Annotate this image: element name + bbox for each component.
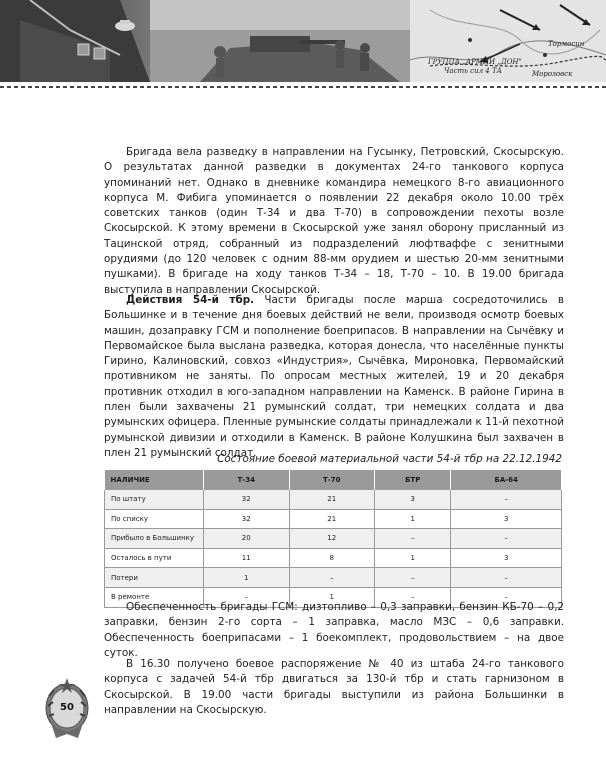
table-row bbox=[105, 568, 562, 588]
paragraph-fuel-supply: Обеспеченность бригады ГСМ: дизтопливо – 0,3 заправки, бензин КБ-70 – 0,2 заправки, бензин 2-го сорта – 1 заправка, масло МЗС – 0,6 заправки. Обеспеченность боеприпасами – 1 боекомплект, продовольствием – на двое суток. bbox=[104, 601, 564, 659]
table-header-row bbox=[105, 470, 562, 490]
map-label: ГРУППА „АРМИИ „ДОН" bbox=[428, 58, 522, 66]
table-row bbox=[105, 529, 562, 549]
table-cell: – bbox=[375, 568, 451, 588]
table-cell: 1 bbox=[375, 509, 451, 529]
table-header-cell: Т-34 bbox=[204, 470, 290, 490]
banner-photo-collage bbox=[0, 0, 606, 82]
table-cell: 32 bbox=[204, 490, 290, 509]
table-cell: 1 bbox=[289, 587, 375, 607]
map-label: Часть сил 4 ТА bbox=[444, 67, 502, 75]
table-cell: 3 bbox=[451, 548, 562, 568]
table-cell: 21 bbox=[289, 509, 375, 529]
table-cell: 1 bbox=[375, 548, 451, 568]
paragraph-reconnaissance: Бригада вела разведку в направлении на Гусынку, Петровский, Скосырскую. О результатах данной разведки в документах 24-го танкового корпуса упоминаний нет. Однако в дневнике командира немецкого 8-го авиационного корпуса М. Фибига упоминается о появлении 22 декабря около 10.00 трёх советских танков (один Т-34 и два Т-70) в сопровождении пехоты возле Скосырской. К этому времени в Скосырской уже занял оборону присланный из Тацинской отряд, собранный из подразделений люфтваффе с зенитными орудиями (до 120 человек с одним 88-мм орудием и шестью 20-мм зенитными пушками). В бригаде на ходу танков Т-34 – 18, Т-70 – 10. В 19.00 бригада выступила в направлении Скосырской. bbox=[104, 146, 564, 296]
table-header-cell: БТР bbox=[375, 470, 451, 490]
table-header-cell: БА-64 bbox=[451, 470, 562, 490]
table-cell: 32 bbox=[204, 509, 290, 529]
table-cell: 11 bbox=[204, 548, 290, 568]
paragraph-orders: В 16.30 получено боевое распоряжение № 40 из штаба 24-го танкового корпуса с задачей 54-й тбр двигаться за 130-й тбр и стать гарнизоном в Скосырской. В 19.00 части бригады выступили из района Большинки в направлении на Скосырскую. bbox=[104, 658, 564, 716]
table-row bbox=[105, 509, 562, 529]
table-caption: Состояние боевой материальной части 54-й тбр на 22.12.1942 bbox=[217, 453, 562, 465]
header-banner bbox=[0, 0, 606, 82]
table-cell: – bbox=[204, 587, 290, 607]
table-cell: 12 bbox=[289, 529, 375, 549]
table-cell: Потери bbox=[105, 568, 204, 588]
table-row bbox=[105, 490, 562, 509]
table-cell: 3 bbox=[375, 490, 451, 509]
paragraph-body: Части бригады после марша сосредоточились в Большинке и в течение дня боевых действий не вели, производя осмотр боевых машин, дозаправку ГСМ и пополнение боеприпасов. В направлении на Сычёвку и Первомайское была выслана разведка, которая донесла, что населённые пункты Гирино, Калиновский, совхоз «Индустрия», Сычёвка, Мироновка, Первомайский противником не заняты. По опросам местных жителей, 19 и 20 декабря противник отходил в юго-западном направлении на Каменск. В районе Гирина в плен были захвачены 21 румынский солдат, три немецких солдата и два румынских офицера. Пленные румынские солдаты принадлежали к 11-й пехотной румынской дивизии и отходили в Каменск. В районе Колушкина был захвачен в плен 21 румынский солдат. bbox=[104, 294, 564, 459]
table-cell: 3 bbox=[451, 509, 562, 529]
table-cell: – bbox=[289, 568, 375, 588]
materiel-table bbox=[104, 470, 562, 608]
table-cell: – bbox=[451, 568, 562, 588]
table-cell: – bbox=[375, 587, 451, 607]
table-cell: – bbox=[451, 587, 562, 607]
map-label: Морозовск bbox=[532, 70, 573, 78]
table-cell: По штату bbox=[105, 490, 204, 509]
table-cell: 8 bbox=[289, 548, 375, 568]
table-cell: – bbox=[451, 529, 562, 549]
table-cell: – bbox=[451, 490, 562, 509]
table-cell: Осталось в пути bbox=[105, 548, 204, 568]
map-label: Тормосин bbox=[548, 40, 585, 48]
table-cell: По списку bbox=[105, 509, 204, 529]
table-cell: – bbox=[375, 529, 451, 549]
table-cell: Прибыло в Большинку bbox=[105, 529, 204, 549]
header-dashed-divider bbox=[0, 82, 606, 92]
table-cell: 1 bbox=[204, 568, 290, 588]
table-cell: 21 bbox=[289, 490, 375, 509]
table-cell: В ремонте bbox=[105, 587, 204, 607]
paragraph-54-brigade bbox=[104, 293, 564, 461]
table-header-cell: Т-70 bbox=[289, 470, 375, 490]
table-row bbox=[105, 548, 562, 568]
paragraph-lead: Действия 54-й тбр. bbox=[126, 294, 255, 306]
page-number: 50 bbox=[60, 702, 74, 713]
table-header-cell: НАЛИЧИЕ bbox=[105, 470, 204, 490]
table-cell: 20 bbox=[204, 529, 290, 549]
